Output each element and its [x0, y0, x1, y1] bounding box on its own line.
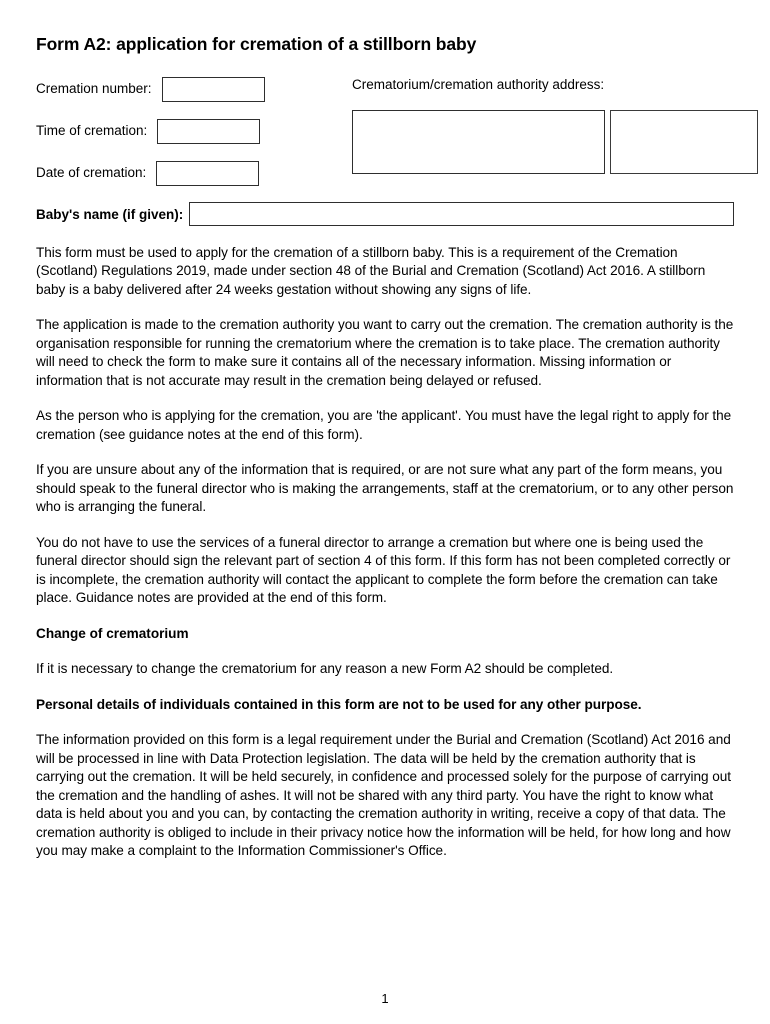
intro-paragraph: This form must be used to apply for the cremation of a stillborn baby. This is a requirement of the Cremation (Scotland) Regulations 2019, made under section 48 of the Burial and Cremation (Scotland) Act 2016. A stillborn baby is a baby delivered after 24 weeks gestation without showing any signs of life. — [36, 245, 706, 297]
cremation-number-label: Cremation number: — [36, 80, 152, 96]
cremation-number-input[interactable] — [162, 77, 265, 102]
top-form-section — [36, 76, 734, 186]
crematorium-address-boxes — [352, 110, 758, 174]
funeral-director-paragraph: You do not have to use the services of a funeral director to arrange a cremation but where one is being used the funeral director should sign the relevant part of section 4 of this form. If this form has not been completed correctly or is incomplete, the cremation authority will contact the applicant to complete the form before the cremation can take place. Guidance notes are provided at the end of this form. — [36, 534, 731, 606]
page-number: 1 — [381, 991, 389, 1006]
change-of-crematorium-heading: Change of crematorium — [36, 625, 189, 641]
crematorium-address-column — [318, 76, 758, 186]
data-protection-paragraph: The information provided on this form is a legal requirement under the Burial and Cremation (Scotland) Act 2016 and will be processed in line with Data Protection legislation. The data will be held by the cremation authority that is carrying out the cremation. It will be held securely, in confidence and processed solely for the purpose of carrying out the cremation and the handling of ashes. It will not be shared with any third party. You have the right to know what data is held about you and you can, by contacting the cremation authority in writing, receive a copy of that data. The cremation authority is obliged to include in their privacy notice how the information will be held, for how long and how you may make a complaint to the Information Commissioner's Office. — [36, 732, 731, 859]
time-of-cremation-row — [36, 118, 318, 144]
crematorium-address-label: Crematorium/cremation authority address: — [352, 77, 605, 92]
personal-details-notice: Personal details of individuals contained in this form are not to be used for any other purpose. — [36, 696, 642, 712]
baby-name-label: Baby's name (if given): — [36, 206, 184, 222]
crematorium-address-secondary-input[interactable] — [610, 110, 758, 174]
page-title: Form A2: application for cremation of a stillborn baby — [36, 34, 477, 54]
crematorium-address-input[interactable] — [352, 110, 605, 174]
time-of-cremation-input[interactable] — [157, 119, 260, 144]
date-of-cremation-row — [36, 160, 318, 186]
time-of-cremation-label: Time of cremation: — [36, 122, 148, 138]
applicant-paragraph: As the person who is applying for the cremation, you are 'the applicant'. You must have the legal right to apply for the cremation (see guidance notes at the end of this form). — [36, 408, 732, 442]
baby-name-row — [36, 202, 734, 226]
guidance-paragraph: If you are unsure about any of the information that is required, or are not sure what any part of the form means, you should speak to the funeral director who is making the arrangements, staff at the crematorium, or to any other person who is arranging the funeral. — [36, 462, 734, 515]
cremation-number-row — [36, 76, 318, 102]
date-of-cremation-input[interactable] — [156, 161, 259, 186]
baby-name-input[interactable] — [189, 202, 734, 226]
cremation-details-column — [36, 76, 318, 186]
date-of-cremation-label: Date of cremation: — [36, 164, 147, 180]
cremation-authority-paragraph: The application is made to the cremation authority you want to carry out the cremation. The cremation authority is the organisation responsible for running the crematorium where the cremation is to take place. The cremation authority will need to check the form to make sure it contains all of the necessary information. Missing information or information that is not accurate may result in the cremation being delayed or refused. — [36, 317, 734, 388]
change-of-crematorium-paragraph: If it is necessary to change the crematorium for any reason a new Form A2 should be completed. — [36, 661, 614, 677]
form-body-text — [36, 244, 734, 861]
